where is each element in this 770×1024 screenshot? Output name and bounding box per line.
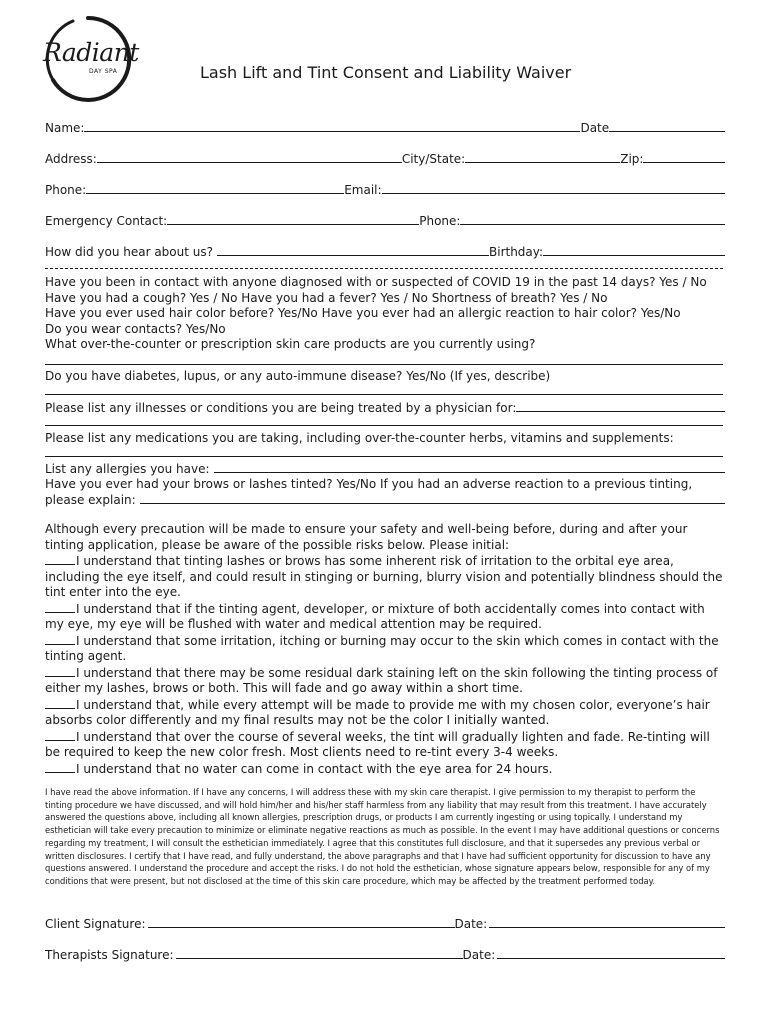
zip-field[interactable] bbox=[643, 150, 725, 163]
skin-care-answer-line[interactable] bbox=[45, 364, 723, 365]
risks-intro: Although every precaution will be made to ensure your safety and well-being before, during and after your tinting application, please be aware of the possible risks below. Please initial: bbox=[45, 522, 688, 552]
medications-answer-line[interactable] bbox=[45, 456, 723, 457]
diabetes-answer-line[interactable] bbox=[45, 394, 723, 395]
name-field[interactable] bbox=[84, 119, 580, 132]
phone-email-row bbox=[45, 181, 725, 197]
allergies-row bbox=[45, 460, 725, 476]
risk-item: I understand that if the tinting agent, developer, or mixture of both accidentally comes into contact with my eye, my eye will be flushed with water and medical attention may be required. bbox=[45, 601, 705, 631]
initial-field[interactable] bbox=[45, 697, 75, 709]
phone-field[interactable] bbox=[86, 181, 344, 194]
therapist-signature-label: Therapists Signature: bbox=[45, 948, 174, 962]
allergies-question: List any allergies you have: bbox=[45, 462, 210, 476]
contacts-question: Do you wear contacts? Yes/No bbox=[45, 322, 226, 336]
risk-item: I understand that, while every attempt will be made to provide me with my chosen color, everyone’s hair absorbs color differently and my final results may not be the color I initially wanted. bbox=[45, 697, 710, 727]
birthday-label: Birthday: bbox=[489, 245, 544, 259]
disclosure-paragraph: I have read the above information. If I have any concerns, I will address these with my skin care therapist. I give permission to my therapist to perform the tinting procedure we have discussed, and will hold him/her and his/her staff harmless from any liability that may result from this treatment. I have accurately answered the questions above, including all known allergies, prescription drugs, or products I am currently ingesting or using topically. I understand my esthetician will take every precaution to minimize or eliminate negative reactions as much as possible. In the event I may have additional questions or concerns regarding my treatment, I will consult the esthetician immediately. I agree that this constitutes full disclosure, and that it supersedes any previous verbal or written disclosures. I certify that I have read, and fully understand, the above paragraphs and that I have had sufficient opportunity for discussion to have any questions answered. I understand the procedure and accept the risks. I do not hold the esthetician, whose signature appears below, responsible for any of my conditions that were present, but not disclosed at the time of this skin care procedure, which may be affected by the treatment performed today. bbox=[45, 787, 720, 886]
hair-color-question: Have you ever used hair color before? Yes/No Have you ever had an allergic reaction to hair color? Yes/No bbox=[45, 306, 681, 320]
address-field[interactable] bbox=[97, 150, 402, 163]
explain-row bbox=[45, 491, 725, 507]
symptoms-question: Have you had a cough? Yes / No Have you had a fever? Yes / No Shortness of breath? Yes / No bbox=[45, 291, 608, 305]
address-row bbox=[45, 150, 725, 166]
risks-section bbox=[45, 522, 725, 777]
initial-field[interactable] bbox=[45, 553, 75, 565]
emergency-phone-field[interactable] bbox=[460, 212, 725, 225]
hear-about-field[interactable] bbox=[217, 243, 489, 256]
initial-field[interactable] bbox=[45, 601, 75, 613]
skin-care-question: What over-the-counter or prescription skin care products are you currently using? bbox=[45, 337, 536, 351]
hear-about-label: How did you hear about us? bbox=[45, 245, 213, 259]
emergency-contact-label: Emergency Contact: bbox=[45, 214, 168, 228]
date-label: Date bbox=[580, 121, 610, 135]
illnesses-row bbox=[45, 399, 725, 415]
initial-field[interactable] bbox=[45, 665, 75, 677]
tinted-question: Have you ever had your brows or lashes tinted? Yes/No If you had an adverse reaction to a previous tinting, bbox=[45, 477, 693, 491]
therapist-date-field[interactable] bbox=[497, 946, 725, 959]
risk-item: I understand that no water can come in contact with the eye area for 24 hours. bbox=[45, 761, 725, 778]
illnesses-answer-line[interactable] bbox=[45, 425, 723, 426]
therapist-signature-row bbox=[45, 946, 725, 963]
risk-item: I understand that there may be some residual dark staining left on the skin following the tinting process of either my lashes, brows or both. This will fade and go away within a short time. bbox=[45, 665, 718, 695]
page-title: Lash Lift and Tint Consent and Liability Waiver bbox=[200, 63, 572, 82]
illnesses-question: Please list any illnesses or conditions you are being treated by a physician for: bbox=[45, 401, 517, 415]
address-label: Address: bbox=[45, 152, 97, 166]
client-date-field[interactable] bbox=[489, 915, 725, 928]
emergency-phone-label: Phone: bbox=[419, 214, 461, 228]
therapist-date-label: Date: bbox=[462, 948, 496, 962]
diabetes-question: Do you have diabetes, lupus, or any auto-immune disease? Yes/No (If yes, describe) bbox=[45, 369, 551, 383]
client-signature-field[interactable] bbox=[148, 915, 455, 928]
emergency-row bbox=[45, 212, 725, 228]
initial-field[interactable] bbox=[45, 761, 75, 773]
client-signature-label: Client Signature: bbox=[45, 917, 146, 931]
referral-row bbox=[45, 243, 725, 259]
email-label: Email: bbox=[344, 183, 382, 197]
section-divider bbox=[45, 268, 723, 269]
risk-item: I understand that over the course of several weeks, the tint will gradually lighten and fade. Re-tinting will be required to keep the new color fresh. Most clients need to re-tint every 3-4 weeks. bbox=[45, 729, 710, 759]
logo-subtitle: DAY SPA bbox=[89, 68, 118, 75]
phone-label: Phone: bbox=[45, 183, 87, 197]
medications-question: Please list any medications you are taking, including over-the-counter herbs, vitamins and supplements: bbox=[45, 431, 674, 445]
risk-item: I understand that tinting lashes or brows has some inherent risk of irritation to the orbital eye area, including the eye itself, and could result in stinging or burning, blurry vision and potentially blindness should the tint enter into the eye. bbox=[45, 554, 723, 599]
logo-script: Radiant bbox=[43, 38, 139, 67]
city-state-label: City/State: bbox=[401, 152, 466, 166]
name-label: Name: bbox=[45, 121, 85, 135]
allergies-field[interactable] bbox=[214, 460, 725, 473]
zip-label: Zip: bbox=[620, 152, 644, 166]
birthday-field[interactable] bbox=[543, 243, 725, 256]
explain-label: please explain: bbox=[45, 493, 136, 507]
emergency-contact-field[interactable] bbox=[167, 212, 419, 225]
illnesses-field[interactable] bbox=[516, 399, 725, 412]
risk-item: I understand that some irritation, itching or burning may occur to the skin which comes in contact with the tinting agent. bbox=[45, 633, 719, 663]
explain-field[interactable] bbox=[140, 491, 725, 504]
client-signature-row bbox=[45, 915, 725, 932]
client-date-label: Date: bbox=[454, 917, 488, 931]
therapist-signature-field[interactable] bbox=[176, 946, 463, 959]
city-state-field[interactable] bbox=[465, 150, 620, 163]
name-row bbox=[45, 119, 725, 135]
date-field[interactable] bbox=[609, 119, 725, 132]
covid-question: Have you been in contact with anyone diagnosed with or suspected of COVID 19 in the past 14 days? Yes / No bbox=[45, 275, 707, 289]
initial-field[interactable] bbox=[45, 633, 75, 645]
initial-field[interactable] bbox=[45, 729, 75, 741]
email-field[interactable] bbox=[382, 181, 725, 194]
spa-logo bbox=[43, 14, 139, 104]
